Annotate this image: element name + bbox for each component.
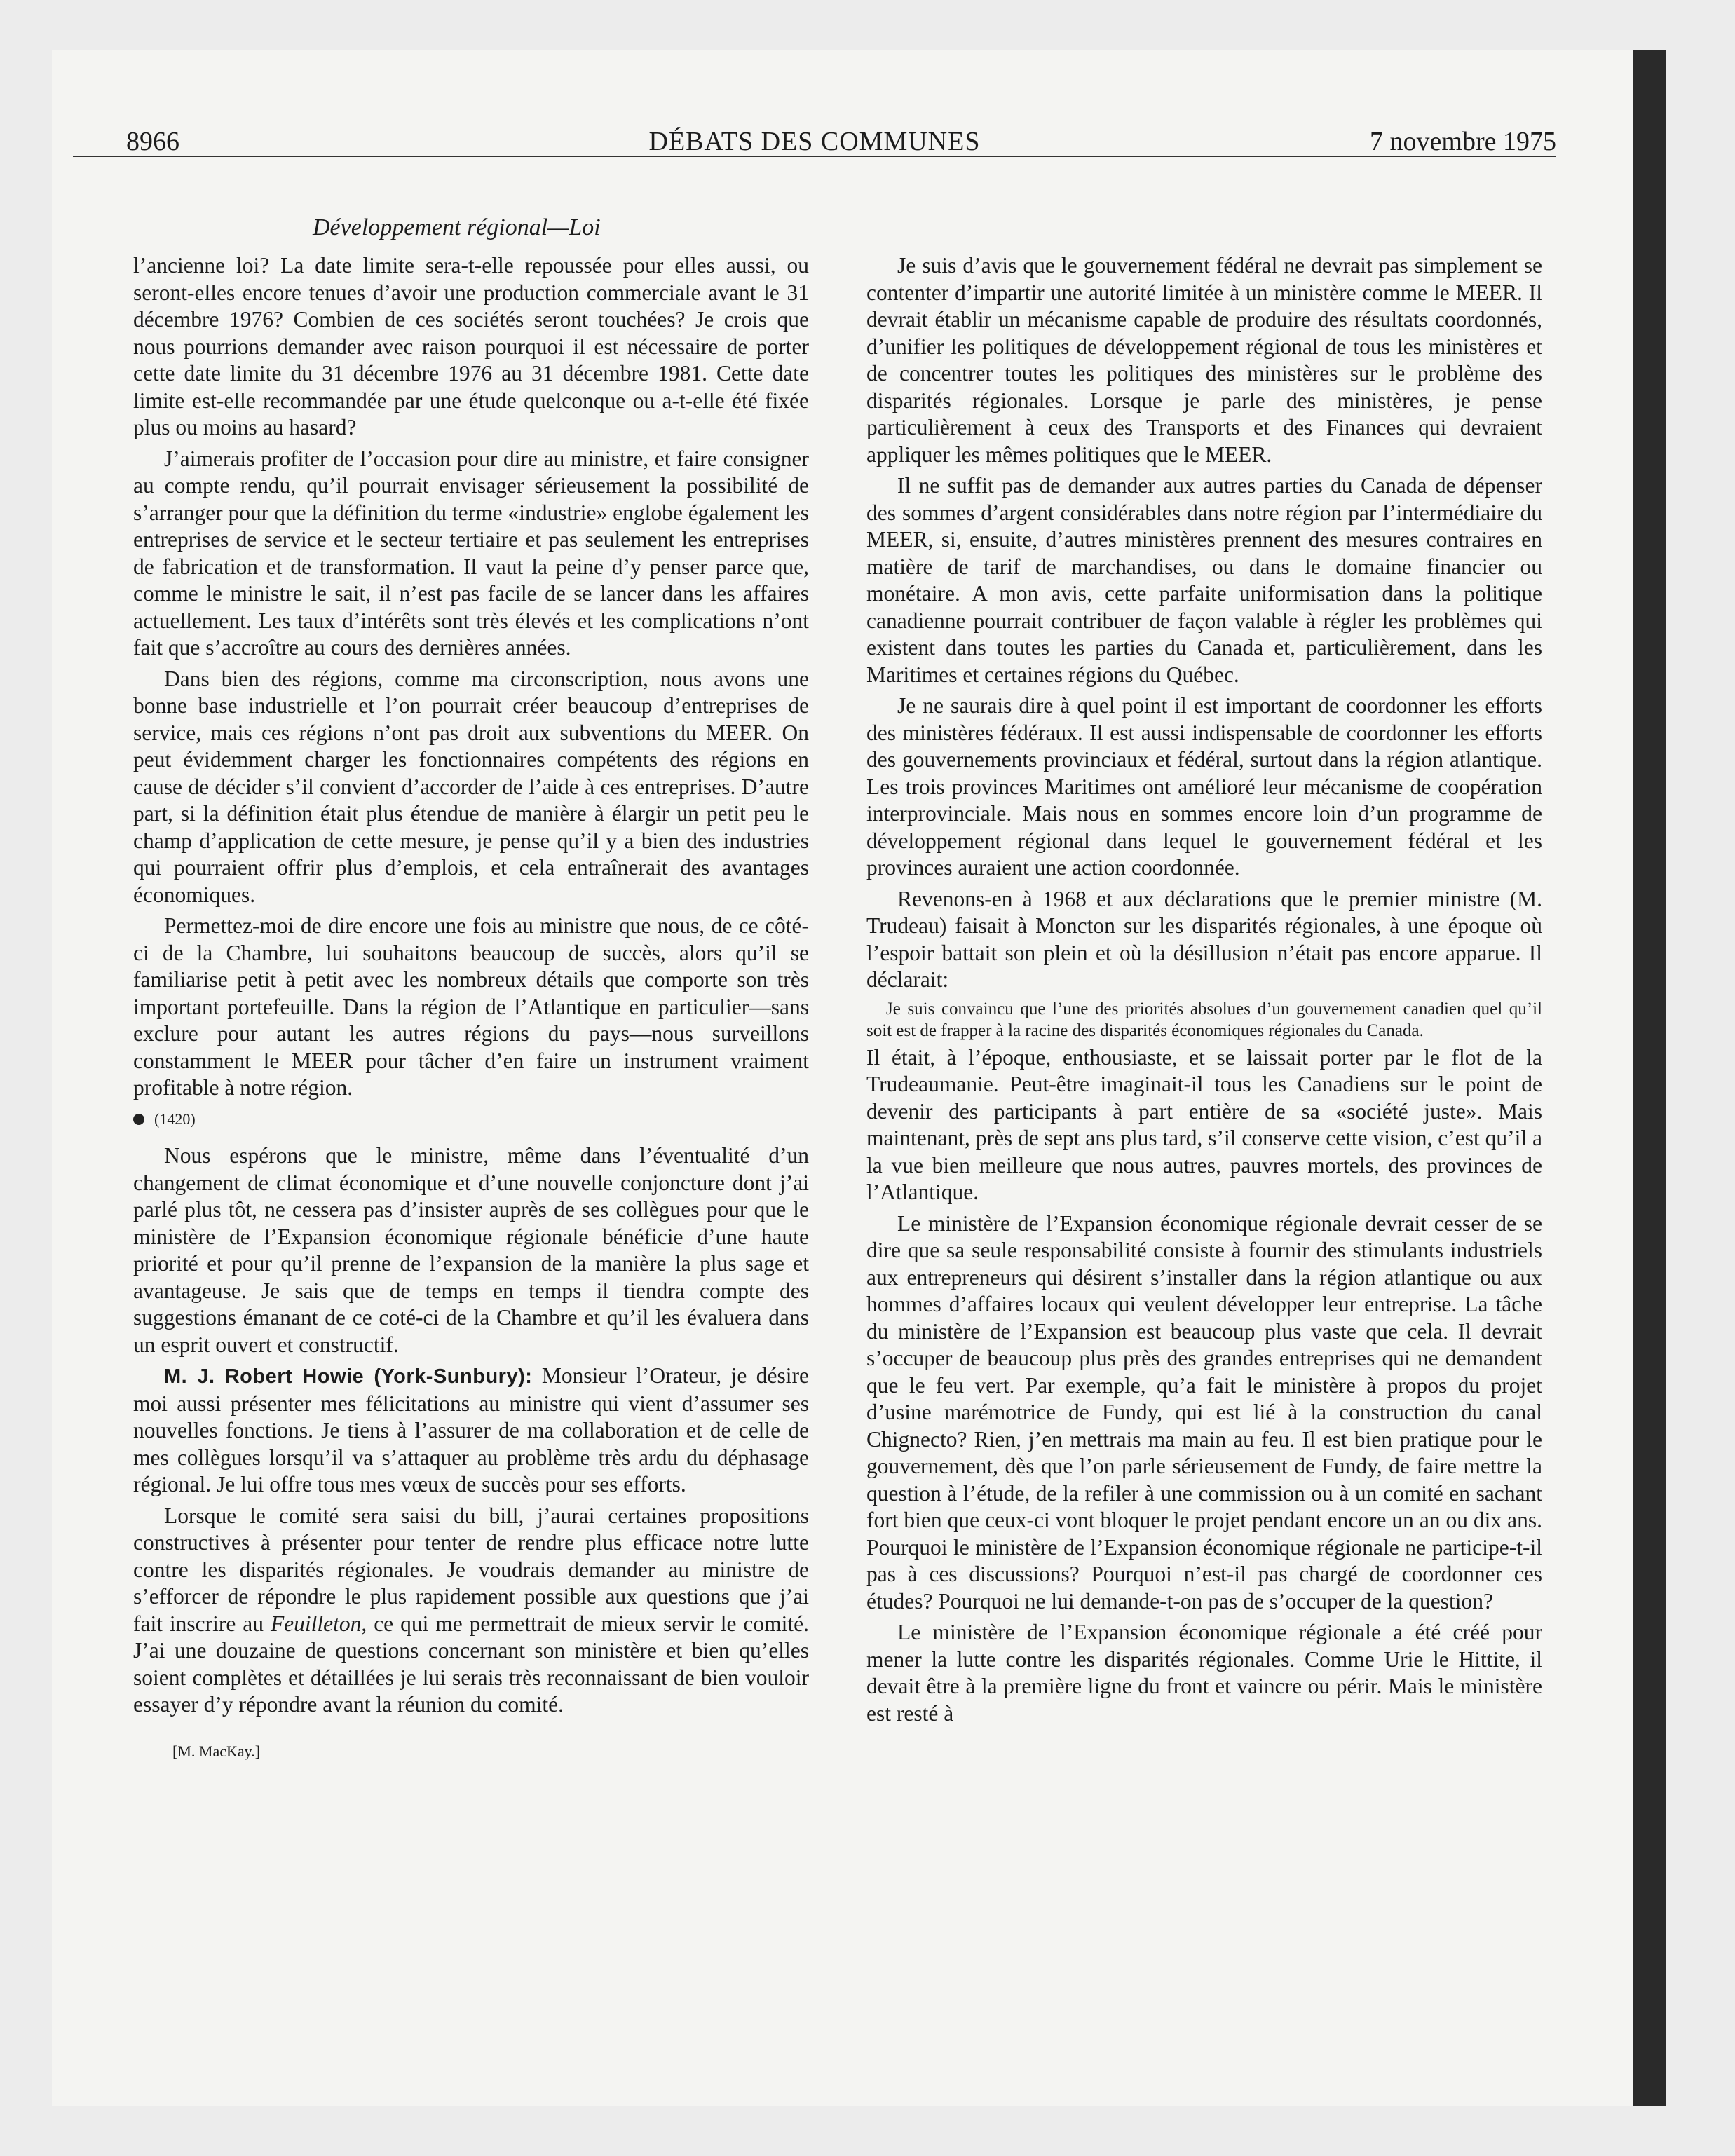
speaker-name: M. J. Robert Howie (York-Sunbury): [164,1365,533,1388]
paragraph: J’aimerais profiter de l’occasion pour dire au ministre, et faire consigner au compte rendu, qu’il pourrait envisager sérieusement la possibilité de s’arranger pour que la définition du terme «industrie» englobe également les entreprises de service et le secteur tertiaire et pas seulement les entreprises de fabrication et de transformation. Il vaut la peine d’y penser parce que, comme le ministre le sait, il n’est pas facile de se lancer dans les affaires actuellement. Les taux d’intérêts sont très élevés et les complications n’ont fait que s’accroître au cours des dernières années. [133,446,809,660]
paragraph: Le ministère de l’Expansion économique régionale a été créé pour mener la lutte contre les disparités régionales. Comme Urie le Hittite, il devait être à la première ligne du front et vaincre ou périr. Mais le ministère est resté à [866,1620,1542,1726]
left-column [133,252,809,1765]
page-header [73,114,1556,157]
paragraph: Permettez-moi de dire encore une fois au ministre que nous, de ce côté-ci de la Chambre, lui souhaitons beaucoup de succès, alors qu’il se familiarise petit à petit avec les nombreux détails que comporte son très important portefeuille. Dans la région de l’Atlantique en particulier—sans exclure pour autant les autres régions du pays—nous surveillons constamment le MEER pour tâcher d’en faire un instrument vraiment profitable à notre région. [133,913,809,1100]
paragraph: Je ne saurais dire à quel point il est important de coordonner les efforts des ministères fédéraux. Il est aussi indispensable de coordonner les efforts des gouvernements provinciaux et fédéral, surtout dans la région atlantique. Les trois provinces Maritimes ont amélioré leur mécanisme de coopération interprovinciale. Mais nous en sommes encore loin d’un programme de développement régional dans lequel le gouvernement fédéral et les provinces auraient une action coordonnée. [866,693,1542,880]
section-subhead: Développement régional—Loi [313,214,601,240]
text-run: Lorsque le comité sera saisi du bill, j’aurai certaines propositions constructives à présenter pour tenter de rendre plus efficace notre lutte contre les disparités régionales. Je voudrais demander au ministre de s’efforcer de répondre le plus rapidement possible aux questions que j’ai fait inscrire au [133,1503,809,1636]
italic-term: Feuilleton [270,1611,362,1636]
publication-title: DÉBATS DES COMMUNES [648,127,981,156]
scan-edge-bar [1633,50,1666,2106]
time-marker [133,1106,809,1133]
speaker-paragraph [133,1363,809,1499]
bullet-icon [133,1114,144,1125]
paragraph: Dans bien des régions, comme ma circonscription, nous avons une bonne base industrielle et l’on pourrait créer beaucoup d’entreprises de service, mais ces régions n’ont pas droit aux subventions du MEER. On peut évidemment charger les fonctionnaires compétents des régions en cause de décider s’il convient d’accorder de l’aide à ces entreprises. D’autre part, si la définition était plus étendue de manière à élargir un petit peu le champ d’application de cette mesure, je pense qu’il y a bien des industries qui pourraient offrir plus d’emplois, et cela entraînerait des avantages économiques. [133,666,809,907]
paragraph: Le ministère de l’Expansion économique régionale devrait cesser de se dire que sa seule responsabilité consiste à fournir des stimulants industriels aux entrepreneurs qui désirent s’installer dans la région atlantique ou aux hommes d’affaires locaux qui veulent développer leur entreprise. La tâche du ministère de l’Expansion est beaucoup plus vaste que cela. Il devrait s’occuper de beaucoup plus près des grandes entreprises qui ne demandent que le feu vert. Par exemple, qu’a fait le ministère à propos du projet d’usine marémotrice de Fundy, qui est lié à la construction du canal Chignecto? Rien, j’en mettrais ma main au feu. Il est bien pratique pour le gouvernement, dès que l’on parle sérieusement de Fundy, de faire mettre la question à l’étude, de la refiler à une commission ou à un comité en sachant fort bien que ceux-ci vont bloquer le projet pendant encore un an ou dix ans. Pourquoi le ministère de l’Expansion économique régionale ne participe-t-il pas à ces discussions? Pourquoi n’est-il pas chargé de coordonner ces études? Pourquoi ne lui demande-t-on pas de s’occuper de la question? [866,1210,1542,1613]
paragraph: Il était, à l’époque, enthousiaste, et se laissait porter par le flot de la Trudeaumanie. Peut-être imaginait-il tous les Canadiens sur le point de devenir des participants à part entière de sa «société juste». Mais maintenant, près de sept ans plus tard, s’il conserve cette vision, c’est qu’il a la vue bien meilleure que nous autres, pauvres mortels, des provinces de l’Atlantique. [866,1044,1542,1204]
speaker-footer-tag: [M. MacKay.] [172,1742,261,1760]
page-number: 8966 [126,127,179,156]
block-quote: Je suis convaincu que l’une des priorités absolues d’un gouvernement canadien quel qu’il soit est de frapper à la racine des disparités économiques régionales du Canada. [866,999,1542,1040]
paragraph: Il ne suffit pas de demander aux autres parties du Canada de dépenser des sommes d’argent considérables dans notre région par l’intermédiaire du MEER, si, ensuite, d’autres ministères prennent des mesures contraires en matière de tarif de marchandises, ou dans le domaine financier ou monétaire. A mon avis, cette parfaite uniformisation dans la politique canadienne pourrait contribuer de façon valable à régler les problèmes qui existent dans toutes les parties du Canada et, particulièrement, dans les Maritimes et certaines régions du Québec. [866,473,1542,687]
text-run: , ce qui me permettrait de mieux servir le comité. J’ai une douzaine de questions concernant son ministère et bien qu’elles soient complètes et détaillées je lui serais très reconnaissant de bien vouloir essayer d’y répondre avant la réunion du comité. [133,1611,809,1717]
paragraph: Revenons-en à 1968 et aux déclarations que le premier ministre (M. Trudeau) faisait à Moncton sur les disparités régionales, à une époque où l’espoir battait son plein et où la désillusion n’était pas encore apparue. Il déclarait: [866,886,1542,992]
paragraph: Nous espérons que le ministre, même dans l’éventualité d’un changement de climat économique et d’une nouvelle conjoncture dont j’ai parlé plus tôt, ne cessera pas d’insister auprès de ses collègues pour que le ministère de l’Expansion économique régionale bénéficie d’une haute priorité et pour qu’il prenne de l’expansion de la manière la plus sage et avantageuse. Je sais que de temps en temps il tiendra compte des suggestions émanant de ce coté-ci de la Chambre et qu’il les évaluera dans un esprit ouvert et constructif. [133,1143,809,1357]
paragraph: l’ancienne loi? La date limite sera-t-elle repoussée pour elles aussi, ou seront-elles encore tenues d’avoir une production commerciale avant le 31 décembre 1976? Combien de ces sociétés seront touchées? Je crois que nous pourrions demander avec raison pourquoi il est nécessaire de porter cette date limite du 31 décembre 1976 au 31 décembre 1981. Cette date limite est-elle recommandée par une étude quelconque ou a-t-elle été fixée plus ou moins au hasard? [133,253,809,439]
speech-text: Monsieur l’Orateur, je désire moi aussi présenter mes félicitations au ministre qui vient d’assumer ses nouvelles fonctions. Je tiens à l’assurer de ma collaboration et de celle de mes collègues lorsqu’il va s’attaquer au problème très ardu du déphasage régional. Je lui offre tous mes vœux de succès pour ses efforts. [133,1363,810,1496]
time-marker-label: (1420) [154,1110,196,1128]
paragraph [133,1503,809,1719]
page-date: 7 novembre 1975 [1370,127,1556,156]
paragraph: Je suis d’avis que le gouvernement fédéral ne devrait pas simplement se contenter d’impartir une autorité limitée à un ministère comme le MEER. Il devrait établir un mécanisme capable de produire des résultats coordonnés, d’unifier les politiques de développement régional de tous les ministères et de concentrer toutes les politiques des ministères sur le problème des disparités régionales. Lorsque je parle des ministères, je pense particulièrement à ceux des Transports et des Finances qui devraient appliquer les mêmes politiques que le MEER. [866,253,1542,467]
right-column [866,252,1542,1731]
